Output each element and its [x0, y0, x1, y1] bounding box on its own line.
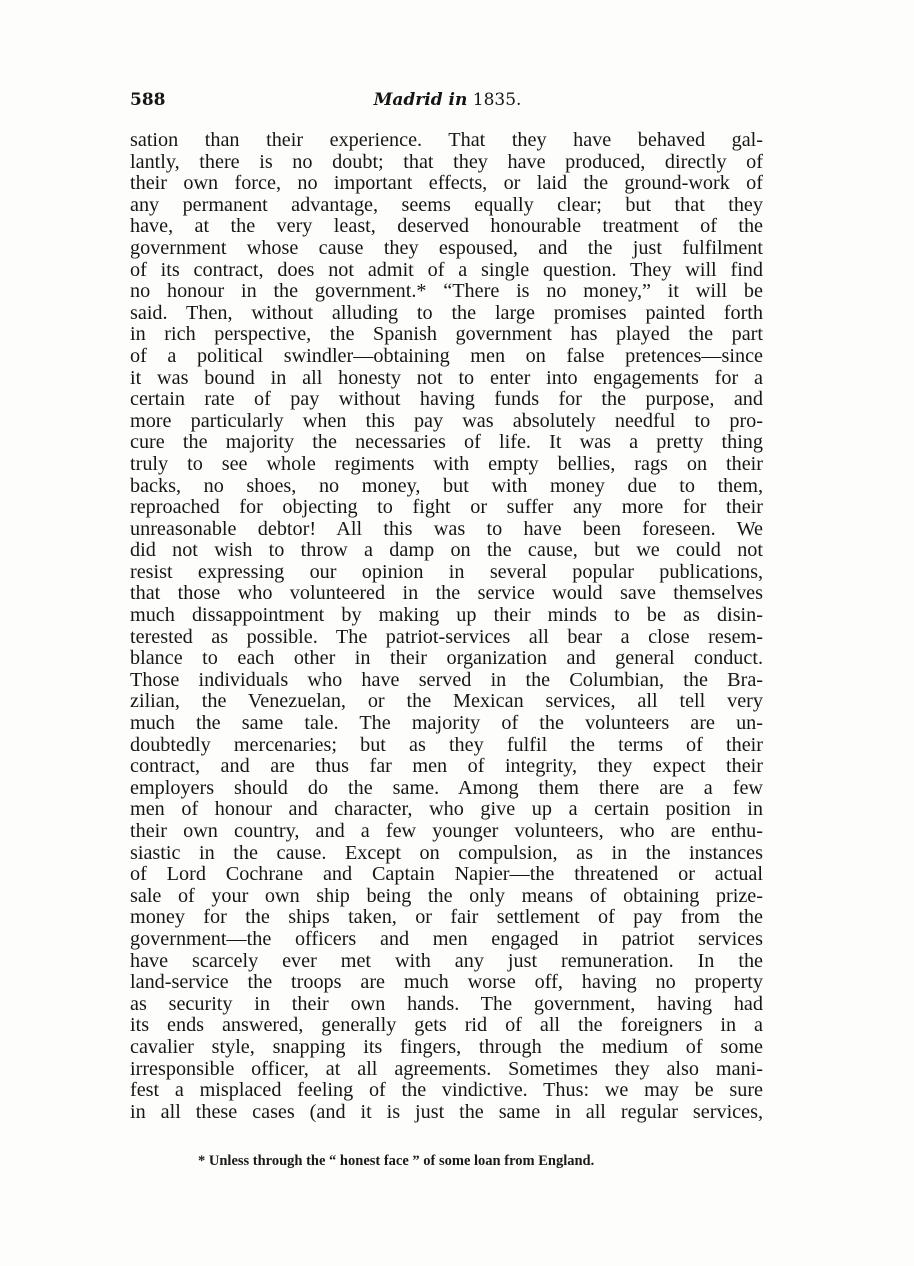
text-line: its ends answered, generally gets rid of all the foreigners in a	[130, 1014, 763, 1037]
running-title	[130, 90, 765, 110]
text-line: of Lord Cochrane and Captain Napier—the threatened or actual	[130, 863, 763, 886]
text-line: in rich perspective, the Spanish government has played the part	[130, 323, 763, 346]
text-line: backs, no shoes, no money, but with money due to them,	[130, 474, 763, 497]
running-title-italic: Madrid in	[373, 90, 468, 110]
text-line: certain rate of pay without having funds for the purpose, and	[130, 388, 763, 411]
text-line: sale of your own ship being the only means of obtaining prize-	[130, 884, 763, 907]
text-line: as security in their own hands. The government, having had	[130, 992, 763, 1015]
text-line: men of honour and character, who give up a certain position in	[130, 798, 763, 821]
text-line: lantly, there is no doubt; that they have produced, directly of	[130, 150, 763, 173]
text-line: said. Then, without alluding to the large promises painted forth	[130, 301, 763, 324]
text-line: employers should do the same. Among them there are a few	[130, 776, 763, 799]
text-line: government—the officers and men engaged in patriot services	[130, 927, 763, 950]
text-line: any permanent advantage, seems equally clear; but that they	[130, 193, 763, 216]
text-line: resist expressing our opinion in several popular publications,	[130, 560, 763, 583]
text-line: blance to each other in their organization and general conduct.	[130, 647, 763, 670]
page-header	[130, 90, 765, 114]
text-line: have, at the very least, deserved honourable treatment of the	[130, 215, 763, 238]
text-line: terested as possible. The patriot-services all bear a close resem-	[130, 625, 763, 648]
page-number: 588	[130, 90, 166, 110]
text-line: zilian, the Venezuelan, or the Mexican services, all tell very	[130, 690, 763, 713]
text-line: cavalier style, snapping its fingers, through the medium of some	[130, 1035, 763, 1058]
text-line: cure the majority the necessaries of life. It was a pretty thing	[130, 431, 763, 454]
text-line: more particularly when this pay was absolutely needful to pro-	[130, 409, 763, 432]
text-line: much the same tale. The majority of the volunteers are un-	[130, 712, 763, 735]
text-line: sation than their experience. That they have behaved gal-	[130, 129, 763, 151]
text-line: fest a misplaced feeling of the vindictive. Thus: we may be sure	[130, 1079, 763, 1102]
body-text	[130, 130, 763, 1123]
text-line: unreasonable debtor! All this was to have been foreseen. We	[130, 517, 763, 540]
text-line: contract, and are thus far men of integrity, they expect their	[130, 755, 763, 778]
text-line: of its contract, does not admit of a single question. They will find	[130, 258, 763, 281]
footnote: * Unless through the “ honest face ” of some loan from England.	[198, 1153, 595, 1169]
text-line: their own country, and a few younger volunteers, who are enthu-	[130, 820, 763, 842]
running-title-year: 1835.	[472, 90, 522, 110]
text-line: Those individuals who have served in the Columbian, the Bra-	[130, 668, 763, 691]
text-line: truly to see whole regiments with empty bellies, rags on their	[130, 452, 763, 475]
text-line: no honour in the government.* “There is no money,” it will be	[130, 280, 763, 303]
text-line: their own force, no important effects, or laid the ground-work of	[130, 172, 763, 195]
text-line: of a political swindler—obtaining men on false pretences—since	[130, 344, 763, 367]
text-line: it was bound in all honesty not to enter into engagements for a	[130, 366, 763, 389]
text-line: much dissappointment by making up their minds to be as disin-	[130, 604, 763, 627]
text-line: irresponsible officer, at all agreements. Sometimes they also mani-	[130, 1057, 763, 1080]
text-line: money for the ships taken, or fair settlement of pay from the	[130, 906, 763, 929]
text-line: reproached for objecting to fight or suffer any more for their	[130, 496, 763, 519]
text-line: doubtedly mercenaries; but as they fulfil the terms of their	[130, 733, 763, 756]
text-line: have scarcely ever met with any just remuneration. In the	[130, 949, 763, 972]
text-line: in all these cases (and it is just the same in all regular services,	[130, 1100, 763, 1123]
text-line: government whose cause they espoused, and the just fulfilment	[130, 236, 763, 259]
text-line: did not wish to throw a damp on the cause, but we could not	[130, 539, 763, 562]
text-line: siastic in the cause. Except on compulsion, as in the instances	[130, 841, 763, 864]
text-line: that those who volunteered in the service would save themselves	[130, 582, 763, 605]
text-line: land-service the troops are much worse off, having no property	[130, 971, 763, 994]
